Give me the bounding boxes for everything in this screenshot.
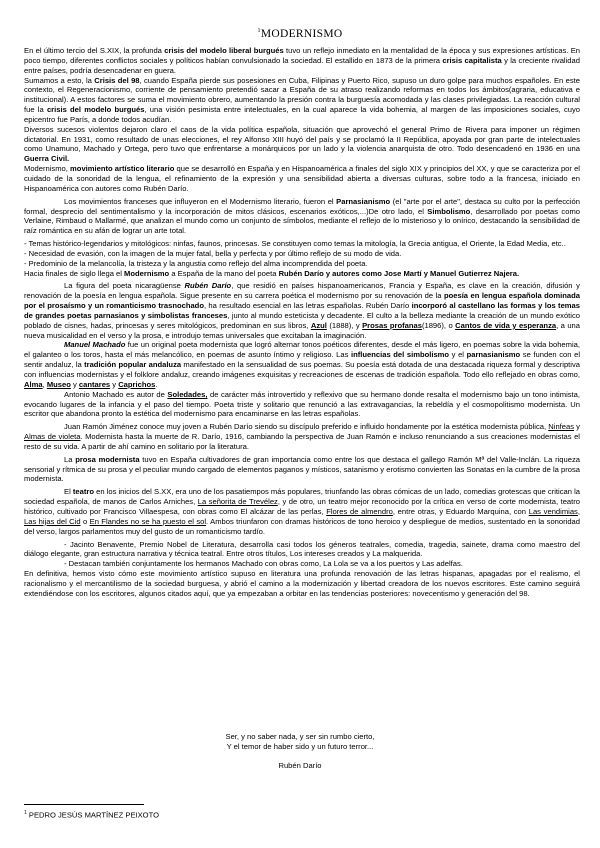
paragraph-definition: Modernismo, movimiento artístico literario que se desarrolló en España y en Hispanoamérica a finales del siglo XIX y principios del XX, y que se caracteriza por el cuidado de la sonoridad de la lengua, el refinamiento de la expresión y una sensibilidad abierta a diversas culturas, sobre todo a la francesa, iniciado en Hispanoamérica con autores como Rubén Darío. (24, 164, 580, 193)
paragraph-crisis-98: Sumamos a esto, la Crisis del 98, cuando España pierde sus posesiones en Cuba, Filipinas y Puerto Rico, supuso un duro golpe para muchos españoles. En este contexto, el Regeneracionismo, corriente de pensamiento pretendió sacar a España de su atraso realizando reformas en todos los ámbitos(agraria, educativa e institucional). A estos factores se suma el movimiento obrero, aumentando la presión contra la burguesía acomodada y las clases privilegiadas. La reacción cultural fue la crisis del modelo burgués, una visión pesimista entre intelectuales, en la cual aparece la vida bohemia, al margen de las imposiciones sociales, cuyo epicentro fue París, a donde todos acudían. (24, 75, 581, 124)
footnote-divider (24, 804, 144, 805)
list-item: - Temas histórico-legendarios y mitológicos: ninfas, faunos, princesas. Se constituyen como temas la mitología, la Grecia antigua, el Oriente, la Edad Media, etc.. (24, 239, 566, 249)
poem-author: Rubén Darío (278, 761, 322, 770)
footnote-marker: 1 (257, 28, 261, 35)
list-item: - Necesidad de evasión, con la imagen de la mujer fatal, bella y perfecta y por último reflejo de su modo de vida. (24, 248, 402, 258)
paragraph-manuel-machado: Manuel Machado fue un original poeta modernista que logró alternar tonos poéticos diferentes, desde el más ligero, en poemas sobre la vida bohemia, el galanteo o los toros, hasta el más melancólico, en poemas de asunto íntimo y religioso. Las influencias del simbolismo y el parnasianismo se funden con el sentir andaluz, la tradición popular andaluza manifestado en la sensualidad de sus poemas. Su poesía está dotada de una destacada riqueza formal y descriptiva con influencias modernistas y el folklore andaluz, creando imágenes exquisitas y recreaciones de escenas de tradición española. Todo ello reflejado en obras como, Alma, Museo y cantares y Caprichos. (24, 340, 581, 389)
footnote: $^1$ PEDRO JESÚS MARTÍNEZ PEIXOTO (24, 810, 159, 820)
poem-line: Y el temor de haber sido y un futuro terror... (226, 742, 374, 751)
list-item: - Predominio de la melancolía, la tristeza y la angustia como reflejo del alma incomprendida del poeta. (24, 258, 368, 268)
paragraph-conclusion: En definitiva, hemos visto cómo este movimiento artístico supuso en literatura una profunda renovación de las letras hispanas, apagadas por el realismo, el racionalismo y el mercantilismo de la sociedad burguesa, y abrió el camino a la modernización y libertad creadora de los nuevos escritores. Este camino seguirá extendiéndose con los escritores, algunos citados aquí, que ya empezaban a orbitar en las tendencias posteriores: novecentismo y generación del 98. (24, 569, 580, 598)
paragraph-context-crisis: En el último tercio del S.XIX, la profunda crisis del modelo liberal burgués tuvo un reflejo inmediato en la mentalidad de la época y sus expresiones artísticas. En poco tiempo, diferentes conflictos sociales y políticos habían convulsionado la sociedad. El estallido en 1873 de la primera crisis capitalista y la creciente rivalidad entre países, podría desencadenar en guera. (24, 46, 581, 75)
paragraph-french-influences: Los movimientos franceses que influyeron en el Modernismo literario, fueron el Parnasianismo (el "arte por el arte", destaca su culto por la perfección formal, desprecio del sentimentalismo y la incorporación de mitos clásicos, escenarios exóticos,...)De otro lado, el Simbolismo, desarrollado por poetas como Verlaine, Rimbaud o Mallarmé, que analizan el mundo como un conjunto de símbolos, mediante el reflejo de lo misterioso y lo onírico, destacando la sensibilidad de raíz romántica en su afán de lograr un arte total. (24, 196, 580, 236)
paragraph-benavente: - Jacinto Benavente, Premio Nobel de Literatura, desarrolla casi todos los géneros teatrales, comedia, tragedia, sainete, drama como maestro del diálogo elegante, gran estructura narrativa y técnica teatral. Entre otros títulos, Los intereses creados y La malquerida. (24, 539, 580, 559)
document-body (24, 46, 580, 599)
paragraph-teatro: El teatro en los inicios del S.XX, era uno de los pasatiempos más populares, triunfando las obras cómicas de un lado, comedias grotescas que critican la sociedad española, de manos de Carlos Arniches, La señorita de Trevélez, y de otro, un teatro mejor reconocido por la crítica en verso de corte modernista, teatro histórico, cultivado por Francisco Villaespesa, con obras como El alcázar de las perlas, Flores de almendro, entre otras, y Eduardo Marquina, con Las vendimias, Las hijas del Cid o En Flandes no se ha puesto el sol. Ambos triunfaron con dramas históricos de tono heroico y despliegue de medios, sustentado en la sonoridad del verso, largos parlamentos muy del gusto de un romanticismo tardío. (24, 487, 581, 536)
paragraph-juan-ramon: Juan Ramón Jiménez conoce muy joven a Rubén Darío siendo su discípulo preferido e influido hondamente por la estética modernista pública, Ninfeas y Almas de violeta. Modernista hasta la muerte de R. Darío, 1916, cambiando la perspectiva de Juan Ramón e incluso renunciando a sus creaciones modernistas el resto de su vida. A partir de ahí camino en solitario por la literatura. (24, 422, 580, 451)
paragraph-ruben-dario: La figura del poeta nicaragüense Rubén Darío, que residió en países hispanoamericanos, Francia y España, es clave en la creación, difusión y renovación de la poesía en lengua española. Sigue presente en su carrera poética el modernismo por su renovación de la poesía en lengua española dominada por el prosaísmo y un romanticismo trasnochado, ha resultado esencial en las letras españolas. Rubén Darío incorporó al castellano las formas y los temas de grandes poetas parnasianos y simbolistas franceses, junto al mundo esteticista y decadente. El culto a la belleza mediante la creación de un mundo exótico poblado de cisnes, hadas, princesas y seres mitológicos, predominan en sus libros, Azul (1888), y Prosas profanas(1896), o Cantos de vida y esperanza, a una nueva musicalidad en el verso y la prosa, e introdujo temas universales que excitaban la imaginación. (24, 281, 580, 340)
paragraph-politics: Diversos sucesos violentos dejaron claro el caos de la vida política española, situación que aprovechó el general Primo de Rivera para imponer un régimen dictatorial. En 1931, como resultado de unas elecciones, el rey Alfonso XIII huyó del país y se proclamó la II República, apoyada por gran parte de intelectuales como Unamuno, Machado y Ortega, pero tuvo que enfrentarse a monárquicos por un lado y la violencia anarquista de otro. Todo desencadenó en 1936 en una Guerra Civil. (24, 124, 580, 164)
paragraph-prosa: La prosa modernista tuvo en España cultivadores de gran importancia como entre los que destaca el gallego Ramón Mª del Valle-Inclán. La riqueza sensorial y rítmica de su prosa y el peculiar mundo cargado de elementos paganos y místicos, satanismo y erotismo convierten las Sonatas en la cumbre de la prosa modernista. (24, 454, 580, 484)
poem-line: Ser, y no saber nada, y ser sin rumbo cierto, (225, 732, 375, 741)
paragraph-hermanos-machado: - Destacan también conjuntamente los hermanos Machado con obras como, La Lola se va a los puertos y Las adelfas. (64, 559, 463, 569)
page-title: $^1$MODERNISMO (257, 28, 343, 40)
closing-poem (0, 732, 600, 771)
paragraph-antonio-machado: Antonio Machado es autor de Soledades, de carácter más introvertido y reflexivo que su hermano donde resalta el modernismo bajo un tono intimista, evocando lugares de la infancia y el paso del tiempo. Poeta triste y solitario que renunció a las extravagancias, la rebeldía y el cosmopolitismo modernista. Un escritor que abandona pronto la estética del modernismo para encaminarse en las letras españolas. (24, 389, 580, 419)
paragraph-modernismo-arrival: Hacia finales de siglo llega el Modernismo a España de la mano del poeta Rubén Darío y autores como Jose Martí y Manuel Gutierrez Najera. (24, 268, 520, 278)
